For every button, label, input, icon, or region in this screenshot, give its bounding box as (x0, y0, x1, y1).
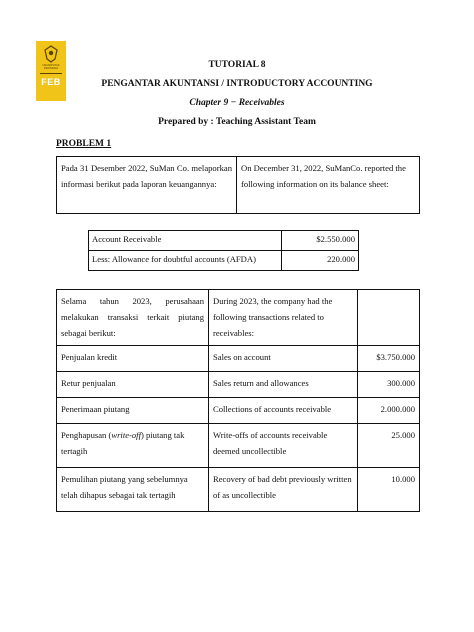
balance-row (89, 251, 359, 271)
row-amount: $3.750.000 (358, 346, 420, 372)
problem-heading: PROBLEM 1 (56, 139, 112, 149)
table-row (57, 468, 420, 512)
logo-university: UNIVERSITAS INDONESIA (42, 64, 60, 70)
row-amount: 10.000 (358, 468, 420, 512)
intro-table (56, 156, 420, 214)
balance-label: Less: Allowance for doubtful accounts (AFDA) (89, 251, 282, 271)
row-id: Retur penjualan (57, 372, 209, 398)
chapter-title: Chapter 9 − Receivables (189, 98, 285, 108)
table-row (57, 424, 420, 468)
course-title: PENGANTAR AKUNTANSI / INTRODUCTORY ACCOUNTING (101, 79, 373, 89)
table-row (57, 398, 420, 424)
balance-table (88, 230, 359, 271)
row-en: Sales return and allowances (209, 372, 358, 398)
row-id: Penghapusan (write-off) piutang tak tertagih (57, 424, 209, 468)
transactions-header-row (57, 290, 420, 346)
table-row (57, 372, 420, 398)
intro-id: Pada 31 Desember 2022, SuMan Co. melaporkan informasi berikut pada laporan keuangannya: (57, 157, 237, 214)
row-id: Pemulihan piutang yang sebelumnya telah dihapus sebagai tak tertagih (57, 468, 209, 512)
row-id: Penerimaan piutang (57, 398, 209, 424)
row-id: Penjualan kredit (57, 346, 209, 372)
balance-value: 220.000 (282, 251, 359, 271)
row-id-emphasis: write-off (111, 430, 141, 440)
intro-en: On December 31, 2022, SuManCo. reported the following information on its balance sheet: (237, 157, 420, 214)
row-amount: 300.000 (358, 372, 420, 398)
logo-label: FEB (41, 77, 61, 87)
transactions-header-amount (358, 290, 420, 346)
balance-row (89, 231, 359, 251)
row-en: Sales on account (209, 346, 358, 372)
row-en: Collections of accounts receivable (209, 398, 358, 424)
document-title: TUTORIAL 8 (208, 60, 266, 70)
row-amount: 2.000.000 (358, 398, 420, 424)
prepared-by: Prepared by : Teaching Assistant Team (158, 117, 316, 127)
document-header (0, 56, 474, 132)
balance-label: Account Receivable (89, 231, 282, 251)
transactions-table (56, 289, 420, 512)
table-row (57, 346, 420, 372)
row-en: Recovery of bad debt previously written of as uncollectible (209, 468, 358, 512)
balance-value: $2.550.000 (282, 231, 359, 251)
intro-row (57, 157, 420, 214)
transactions-header-id: Selama tahun 2023, perusahaan melakukan transaksi terkait piutang sebagai berikut: (57, 290, 209, 346)
transactions-header-en: During 2023, the company had the following transactions related to receivables: (209, 290, 358, 346)
row-en: Write-offs of accounts receivable deemed uncollectible (209, 424, 358, 468)
row-amount: 25.000 (358, 424, 420, 468)
